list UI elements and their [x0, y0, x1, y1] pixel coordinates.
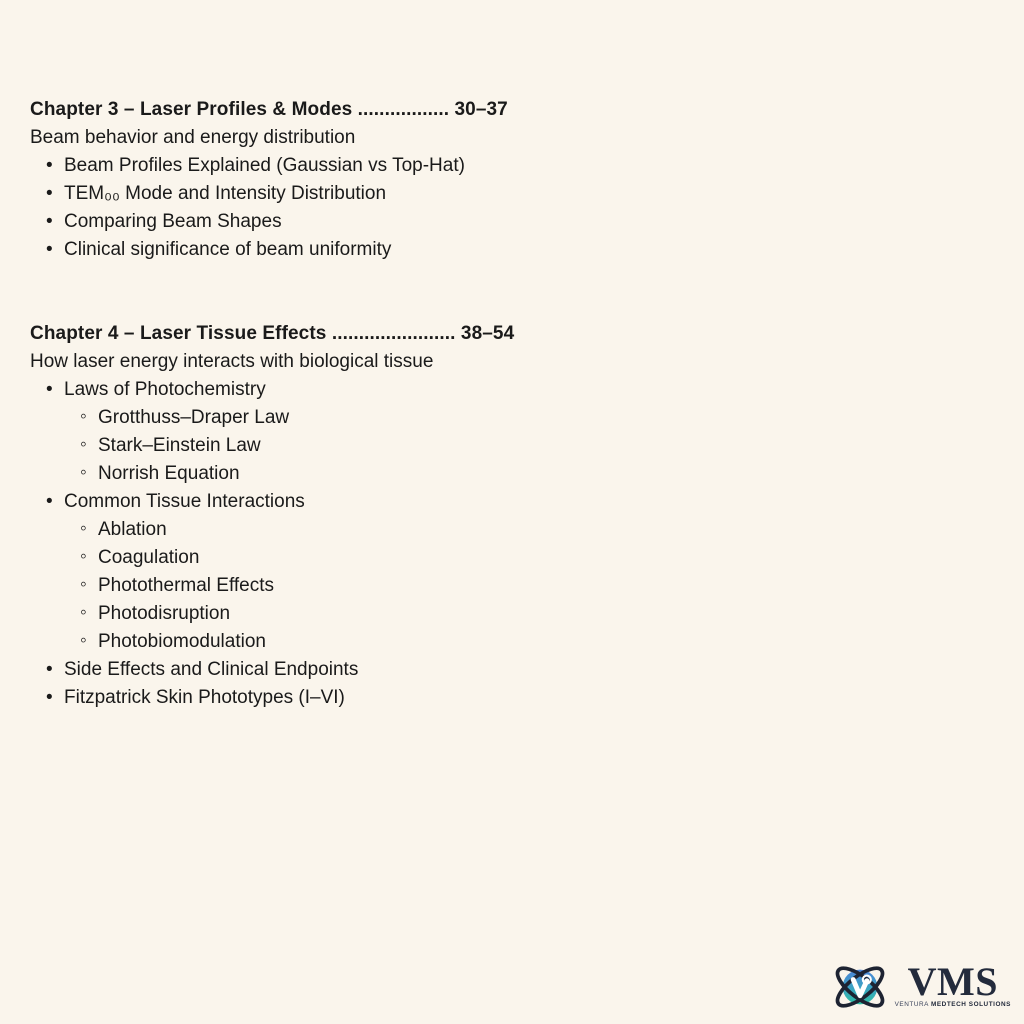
logo-text-block — [894, 958, 1011, 1009]
chapter-3-dot-leader: ................. — [357, 99, 450, 120]
toc-item: • Comparing Beam Shapes — [30, 208, 690, 236]
chapter-3-heading — [30, 96, 690, 124]
chapter-3-title: Chapter 3 – Laser Profiles & Modes — [30, 99, 353, 120]
chapter-4-subtitle: How laser energy interacts with biological tissue — [30, 351, 434, 372]
logo-tagline-ventura: VENTURA — [894, 1001, 929, 1009]
vms-orbit-sphere-icon — [828, 956, 892, 1018]
toc-item: • Fitzpatrick Skin Phototypes (I–VI) — [30, 684, 690, 712]
toc-subitem: ◦ Photobiomodulation — [30, 628, 690, 656]
toc-subitem: ◦ Photothermal Effects — [30, 572, 690, 600]
toc-item: • Common Tissue Interactions — [30, 488, 690, 516]
chapter-4-section — [30, 320, 690, 712]
logo-tagline — [895, 1001, 1011, 1008]
toc-subitem: ◦ Grotthuss–Draper Law — [30, 404, 690, 432]
chapter-4-title: Chapter 4 – Laser Tissue Effects — [30, 323, 327, 344]
toc-item: • TEM₀₀ Mode and Intensity Distribution — [30, 180, 690, 208]
toc-item: • Beam Profiles Explained (Gaussian vs Top-Hat) — [30, 152, 690, 180]
chapter-4-dot-leader: ....................... — [331, 323, 456, 344]
toc-subitem: ◦ Ablation — [30, 516, 690, 544]
toc-subitem: ◦ Stark–Einstein Law — [30, 432, 690, 460]
chapter-4-topic-list — [30, 376, 690, 712]
chapter-3-section — [30, 96, 690, 264]
logo-tagline-medtech-solutions: MEDTECH SOLUTIONS — [930, 1001, 1011, 1009]
toc-subitem: ◦ Photodisruption — [30, 600, 690, 628]
logo-acronym: VMS — [907, 958, 998, 1004]
chapter-4-heading — [30, 320, 690, 348]
chapter-3-topic-list — [30, 152, 690, 264]
toc-item: • Side Effects and Clinical Endpoints — [30, 656, 690, 684]
toc-subitem: ◦ Coagulation — [30, 544, 690, 572]
chapter-3-subtitle: Beam behavior and energy distribution — [30, 127, 356, 148]
chapter-3-page-range: 30–37 — [454, 99, 508, 120]
table-of-contents — [30, 96, 690, 712]
toc-item: • Laws of Photochemistry — [30, 376, 690, 404]
toc-subitem: ◦ Norrish Equation — [30, 460, 690, 488]
toc-item: • Clinical significance of beam uniformity — [30, 236, 690, 264]
chapter-4-page-range: 38–54 — [460, 323, 515, 344]
vms-company-logo — [828, 956, 1011, 1018]
